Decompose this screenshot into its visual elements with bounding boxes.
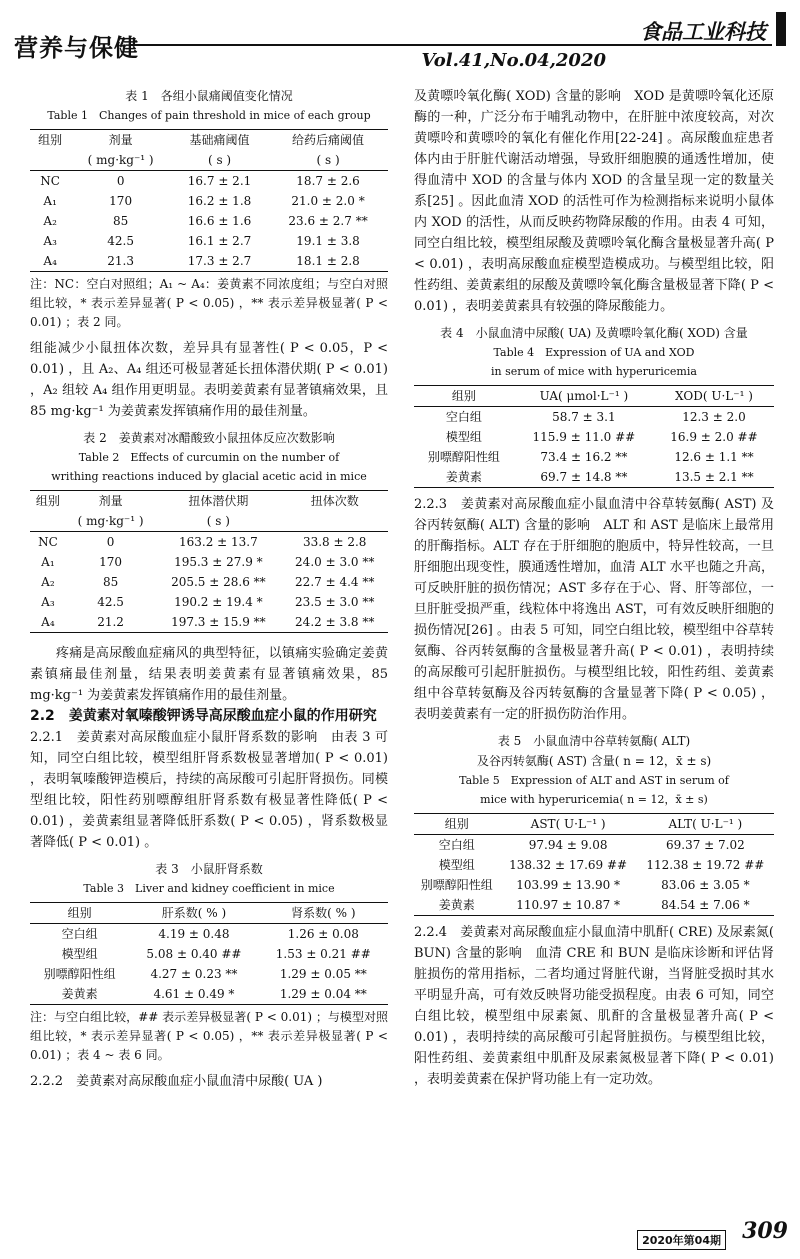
table-cell: 85 <box>112 214 129 228</box>
table-cell: 1.26 ± 0.08 <box>287 927 359 941</box>
table-cell: 205.5 ± 28.6 ** <box>171 575 266 589</box>
table-cell: 别嘌醇阳性组 <box>420 878 493 892</box>
table-header-cell: 组别 <box>30 491 66 512</box>
paragraph: 疼痛是高尿酸血症痛风的典型特征，以镇痛实验确定姜黄素镇痛最佳剂量，结果表明姜黄素有显著镇痛效果，85 mg·kg⁻¹ 为姜黄素发挥镇痛作用的最佳剂量。 <box>30 646 388 703</box>
table-header-cell: 扭体潜伏期 <box>155 491 281 512</box>
table-header-cell: 剂量 <box>70 130 171 151</box>
table-cell: 0 <box>116 174 125 188</box>
table-header-cell: 剂量 <box>66 491 156 512</box>
table-cell: 空白组 <box>61 927 98 941</box>
table-cell: A₁ <box>41 555 55 569</box>
table-header-cell <box>30 511 66 532</box>
table-cell: 33.8 ± 2.8 <box>302 535 367 549</box>
table-cell: 138.32 ± 17.69 ## <box>509 858 628 872</box>
table-header-cell: ALT( U·L⁻¹ ) <box>637 814 774 835</box>
table-header-cell: 组别 <box>414 814 500 835</box>
table5-caption-cn: 及谷丙转氨酶( AST) 含量( n = 12，x̄ ± s) <box>476 754 712 768</box>
table-cell: 13.5 ± 2.1 ** <box>654 467 774 488</box>
right-column <box>414 86 774 1090</box>
table-header-cell: AST( U·L⁻¹ ) <box>500 814 637 835</box>
table-cell: 1.29 ± 0.04 ** <box>259 984 388 1005</box>
table3-caption-en: Table 3 Liver and kidney coefficient in mice <box>83 882 335 895</box>
table-cell: 16.9 ± 2.0 ## <box>670 430 758 444</box>
table-cell: 姜黄素 <box>30 984 129 1005</box>
table-header-cell: UA( μmol·L⁻¹ ) <box>514 386 654 407</box>
volume-label: Vol.41,No.04,2020 <box>421 50 606 71</box>
paragraph: 及黄嘌呤氧化酶( XOD) 含量的影响 XOD 是黄嘌呤氧化还原酶的一种，广泛分布于哺乳动物中，在肝脏中浓度较高，对次黄嘌呤和黄嘌呤的氧化有催化作用[22-24] 。高尿酸血症患者体内由于肝脏代谢活动增强，导致肝细胞膜的通透性增加，使得血清中 XOD 的含量与体内 XOD 的含量呈现一定的数量关系[25] 。因此血清 XOD 的活性可作为检测指标来说明小鼠体内 XOD 的活性，从而反映药物降尿酸的作用。由表 4 可知，同空白组比较，模型组尿酸及黄嘌呤氧化酶含量极显著升高( P < 0.01) ，表明高尿酸血症模型造模成功。与模型组比较，阳性药组、姜黄素组的尿酸及黄嘌呤氧化酶含量极显著下降( P < 0.01) ，表明姜黄素具有较强的降尿酸能力。 <box>414 89 774 314</box>
table-cell: 69.37 ± 7.02 <box>665 838 745 852</box>
table-row <box>414 895 774 916</box>
table3-note: 注：与空白组比较，## 表示差异极显著( P < 0.01) ；与模型对照组比较，* 表示差异显著( P < 0.05) ，** 表示差异极显著( P < 0.01) ；表 4 ~ 表 6 同。 <box>30 1010 388 1062</box>
table1-caption-cn: 表 1 各组小鼠痛阈值变化情况 <box>125 89 293 103</box>
table2-caption-en: Table 2 Effects of curcumin on the number of <box>78 451 340 464</box>
table-cell: 83.06 ± 3.05 * <box>661 878 750 892</box>
table-cell: 4.27 ± 0.23 ** <box>150 967 238 981</box>
table-cell: A₄ <box>30 251 70 272</box>
table-row <box>30 231 388 251</box>
table-row <box>30 251 388 272</box>
table-row <box>30 552 388 572</box>
table-cell: 16.1 ± 2.7 <box>187 234 252 248</box>
table-header-cell <box>281 511 388 532</box>
table-cell: 12.6 ± 1.1 ** <box>674 450 754 464</box>
table-row <box>30 984 388 1005</box>
table-cell: NC <box>38 535 58 549</box>
table-cell: 58.7 ± 3.1 <box>552 410 616 424</box>
table-cell: A₂ <box>43 214 57 228</box>
table-row <box>30 171 388 192</box>
table-header-cell: ( s ) <box>155 511 281 532</box>
table-cell: 姜黄素 <box>414 895 500 916</box>
table-cell: 23.5 ± 3.0 ** <box>295 595 375 609</box>
table-cell: 0 <box>106 535 115 549</box>
page-number: 309 <box>742 1218 788 1244</box>
table-row <box>30 964 388 984</box>
table4-caption-cn: 表 4 小鼠血清中尿酸( UA) 及黄嘌呤氧化酶( XOD) 含量 <box>440 326 748 340</box>
table-row <box>414 447 774 467</box>
table-row <box>30 592 388 612</box>
table-row <box>414 407 774 428</box>
table-cell: 163.2 ± 13.7 <box>178 535 258 549</box>
table-row <box>414 875 774 895</box>
section-heading: 2.2 姜黄素对氧嗪酸钾诱导高尿酸血症小鼠的作用研究 <box>30 708 377 724</box>
table-cell: 170 <box>99 555 123 569</box>
table1 <box>30 129 388 272</box>
paragraph: 2.2.3 姜黄素对高尿酸血症小鼠血清中谷草转氨酶( AST) 及谷丙转氨酶( ALT) 含量的影响 ALT 和 AST 是临床上最常用的肝酶指标。ALT 存在于肝细胞的胞质中，特异性较高，一旦肝细胞出现变性，膜通透性增加，血清 ALT 水平也随之升高，可反映肝脏的损伤情况；AST 多存在于心、肾、肝等部位，一旦肝脏受损严重，线粒体中将逸出 AST，可有效反映肝细胞的损伤情况[26] 。由表 5 可知，同空白组比较，模型组中谷草转氨酶、谷丙转氨酶的含量极显著升高( P < 0.01) ，表明持续的高尿酸可引起肝脏损伤。与模型组比较，阳性药组、姜黄素组中谷草转氨酶及谷丙转氨酶的含量显著下降( P < 0.05) ，表明姜黄素有一定的肝损伤防治作用。 <box>414 497 774 722</box>
table5-caption-cn: 表 5 小鼠血清中谷草转氨酶( ALT) <box>497 734 691 748</box>
table-cell: 170 <box>109 194 133 208</box>
table-row <box>414 855 774 875</box>
table3 <box>30 902 388 1005</box>
table-cell: 18.7 ± 2.6 <box>296 174 360 188</box>
table-cell: 110.97 ± 10.87 * <box>500 895 637 916</box>
paragraph: 2.2.2 姜黄素对高尿酸血症小鼠血清中尿酸( UA ) <box>30 1074 323 1089</box>
table-cell: A₃ <box>43 234 57 248</box>
table-row <box>414 467 774 488</box>
table-cell: 69.7 ± 14.8 ** <box>514 467 654 488</box>
table-row <box>414 427 774 447</box>
table-cell: 73.4 ± 16.2 ** <box>540 450 628 464</box>
table-header-cell: 组别 <box>30 130 70 151</box>
table-cell: 19.1 ± 3.8 <box>296 234 360 248</box>
table-cell: 103.99 ± 13.90 * <box>516 878 621 892</box>
table-cell: 4.61 ± 0.49 * <box>129 984 258 1005</box>
header-bar <box>776 12 786 46</box>
table-header-cell: ( mg·kg⁻¹ ) <box>70 150 171 171</box>
table-header-cell: 基础痛阈值 <box>171 130 268 151</box>
table2-caption-cn: 表 2 姜黄素对冰醋酸致小鼠扭体反应次数影响 <box>83 431 335 445</box>
table-cell: 4.19 ± 0.48 <box>158 927 230 941</box>
table4-caption-en: Table 4 Expression of UA and XOD <box>493 346 695 359</box>
table-cell: 16.6 ± 1.6 <box>187 214 252 228</box>
table-cell: 23.6 ± 2.7 ** <box>288 214 368 228</box>
table-cell: 97.94 ± 9.08 <box>528 838 608 852</box>
table-row <box>414 835 774 856</box>
table-header-cell <box>30 150 70 171</box>
table1-note: 注：NC：空白对照组；A₁ ~ A₄：姜黄素不同浓度组；与空白对照组比较，* 表示差异显著( P < 0.05) ，** 表示差异极显著( P < 0.01) ；表 2 同。 <box>30 277 388 329</box>
table4-caption-en: in serum of mice with hyperuricemia <box>491 365 697 378</box>
table-cell: 17.3 ± 2.7 <box>171 251 268 272</box>
journal-brand: 食品工业科技 <box>640 19 766 44</box>
table-row <box>30 944 388 964</box>
table-cell: 16.2 ± 1.8 <box>187 194 252 208</box>
table-cell: 21.3 <box>70 251 171 272</box>
table-cell: 空白组 <box>445 410 482 424</box>
table-row <box>30 211 388 231</box>
table1-caption-en: Table 1 Changes of pain threshold in mice of each group <box>47 109 371 122</box>
table-row <box>30 532 388 553</box>
table-cell: 112.38 ± 19.72 ## <box>646 858 765 872</box>
table-header-cell: 肝系数( % ) <box>129 903 258 924</box>
table-cell: 模型组 <box>61 947 98 961</box>
table-row <box>30 924 388 945</box>
table-header-cell: XOD( U·L⁻¹ ) <box>654 386 774 407</box>
paragraph: 2.2.1 姜黄素对高尿酸血症小鼠肝肾系数的影响 由表 3 可知，同空白组比较，模型组肝肾系数极显著增加( P < 0.01) ，表明氧嗪酸钾造模后，持续的高尿酸可引起肝肾损伤。同模型组比较，阳性药别嘌醇组肝肾系数有极显著性降低( P < 0.01) ，姜黄素组显著降低肝系数( P < 0.05) ，肾系数极显著降低( P < 0.01) 。 <box>30 730 388 850</box>
table-cell: A₁ <box>43 194 57 208</box>
issue-label: 2020年第04期 <box>637 1230 726 1250</box>
table4 <box>414 385 774 488</box>
table-cell: 模型组 <box>438 858 475 872</box>
table-cell: 姜黄素 <box>414 467 514 488</box>
table-cell: 别嘌醇阳性组 <box>43 967 116 981</box>
table-cell: 22.7 ± 4.4 ** <box>295 575 375 589</box>
table-header-cell: 组别 <box>30 903 129 924</box>
left-column <box>30 86 388 1092</box>
table3-caption-cn: 表 3 小鼠肝肾系数 <box>155 862 263 876</box>
table-cell: 空白组 <box>438 838 475 852</box>
table-cell: A₄ <box>30 612 66 633</box>
table-header-cell: 扭体次数 <box>281 491 388 512</box>
table-row <box>30 572 388 592</box>
table-cell: 别嘌醇阳性组 <box>427 450 500 464</box>
table-cell: 115.9 ± 11.0 ## <box>532 430 636 444</box>
paragraph: 组能减少小鼠扭体次数，差异具有显著性( P < 0.05，P < 0.01) ，且 A₂、A₄ 组还可极显著延长扭体潜伏期( P < 0.01) ，A₂ 组较 A₄ 组作用更明显。表明姜黄素有显著镇痛效果，且 85 mg·kg⁻¹ 为姜黄素发挥镇痛作用的最佳剂量。 <box>30 341 388 419</box>
table-cell: 1.29 ± 0.05 ** <box>279 967 367 981</box>
table-cell: 21.2 <box>66 612 156 633</box>
table-header-cell: 组别 <box>414 386 514 407</box>
table5 <box>414 813 774 916</box>
table-cell: 42.5 <box>97 595 124 609</box>
table2-caption-en: writhing reactions induced by glacial acetic acid in mice <box>51 470 367 483</box>
table2 <box>30 490 388 633</box>
table-cell: NC <box>40 174 60 188</box>
journal-section-title: 营养与保健 <box>14 33 139 62</box>
table-header-cell: ( s ) <box>268 150 388 171</box>
paragraph: 2.2.4 姜黄素对高尿酸血症小鼠血清中肌酐( CRE) 及尿素氮( BUN) 含量的影响 血清 CRE 和 BUN 是临床诊断和评估肾脏损伤的常用指标，二者均通过肾脏代谢，当肾脏受损时其水平明显升高，可有效反映肾功能受损程度。由表 6 可知，同空白组比较，模型组中尿素氮、肌酐的含量极显著升高( P < 0.01) ，表明持续的高尿酸可引起肾脏损伤。与模型组比较，阳性药组、姜黄素组中肌酐及尿素氮极显著下降( P < 0.01) ，表明姜黄素在保护肾功能上有一定功效。 <box>414 925 774 1087</box>
table5-caption-en: Table 5 Expression of ALT and AST in serum of <box>459 774 729 787</box>
table-cell: 5.08 ± 0.40 ## <box>146 947 242 961</box>
table-cell: 190.2 ± 19.4 * <box>174 595 263 609</box>
table-row <box>30 612 388 633</box>
table-cell: 21.0 ± 2.0 * <box>291 194 365 208</box>
table-cell: 24.0 ± 3.0 ** <box>295 555 375 569</box>
table-cell: 1.53 ± 0.21 ## <box>275 947 371 961</box>
table-row <box>30 191 388 211</box>
table-cell: 84.54 ± 7.06 * <box>637 895 774 916</box>
table-cell: 85 <box>102 575 119 589</box>
table-cell: 16.7 ± 2.1 <box>187 174 252 188</box>
table-cell: 24.2 ± 3.8 ** <box>281 612 388 633</box>
table-cell: A₂ <box>41 575 55 589</box>
table-header-cell: ( s ) <box>171 150 268 171</box>
table-header-cell: 肾系数( % ) <box>259 903 388 924</box>
table-cell: 197.3 ± 15.9 ** <box>155 612 281 633</box>
table-cell: 18.1 ± 2.8 <box>268 251 388 272</box>
table-cell: 42.5 <box>107 234 134 248</box>
table-header-cell: ( mg·kg⁻¹ ) <box>66 511 156 532</box>
table-cell: 模型组 <box>445 430 482 444</box>
table-cell: A₃ <box>41 595 55 609</box>
table5-caption-en: mice with hyperuricemia( n = 12，x̄ ± s) <box>480 793 708 806</box>
table-cell: 12.3 ± 2.0 <box>682 410 746 424</box>
table-cell: 195.3 ± 27.9 * <box>174 555 263 569</box>
table-header-cell: 给药后痛阈值 <box>268 130 388 151</box>
